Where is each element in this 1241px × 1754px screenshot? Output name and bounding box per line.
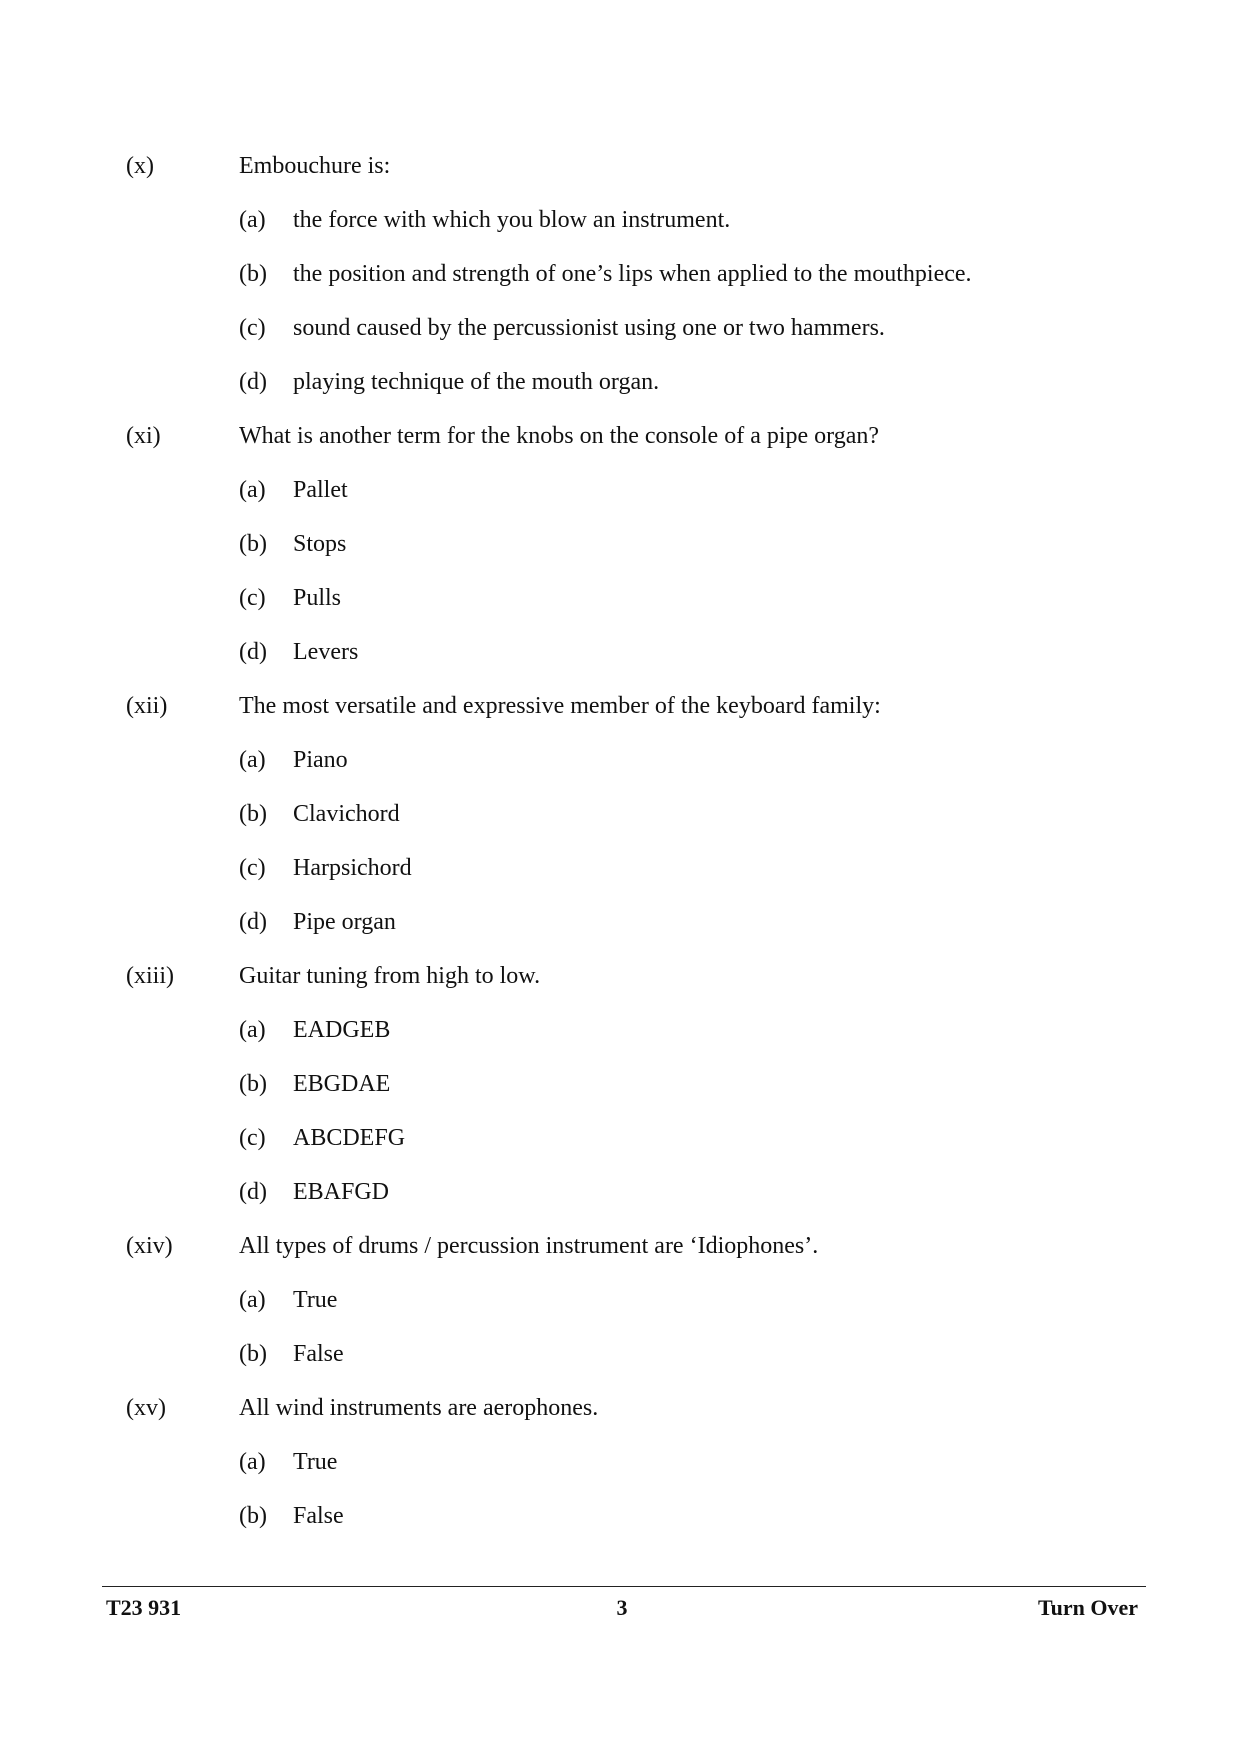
question-number: (xi) (126, 423, 161, 449)
option-text: True (293, 1287, 338, 1313)
option-text: Harpsichord (293, 855, 412, 881)
option-letter: (c) (239, 585, 266, 611)
option-letter: (a) (239, 1287, 266, 1313)
option-letter: (b) (239, 261, 267, 287)
option-letter: (b) (239, 1071, 267, 1097)
option-row (126, 904, 1126, 958)
option-letter: (a) (239, 477, 266, 503)
question-row (126, 1390, 1126, 1444)
page-number: 3 (616, 1595, 628, 1620)
question-row (126, 418, 1126, 472)
option-row (126, 1444, 1126, 1498)
option-row (126, 850, 1126, 904)
question-number: (xiii) (126, 963, 174, 989)
option-row (126, 1120, 1126, 1174)
footer-divider (102, 1586, 1146, 1587)
option-text: True (293, 1449, 338, 1475)
option-row (126, 1498, 1126, 1552)
option-text: False (293, 1503, 344, 1529)
option-letter: (b) (239, 801, 267, 827)
option-text: the position and strength of one’s lips when applied to the mouthpiece. (293, 261, 972, 287)
option-row (126, 364, 1126, 418)
option-text: Clavichord (293, 801, 400, 827)
option-text: Pulls (293, 585, 342, 611)
option-row (126, 1336, 1126, 1390)
option-letter: (a) (239, 207, 266, 233)
option-row (126, 580, 1126, 634)
option-letter: (b) (239, 531, 267, 557)
option-letter: (d) (239, 1179, 267, 1205)
option-letter: (c) (239, 1125, 266, 1151)
question-row (126, 148, 1126, 202)
option-text: Pallet (293, 477, 348, 503)
question-text: All types of drums / percussion instrument are ‘Idiophones’. (239, 1233, 819, 1259)
question-number: (x) (126, 153, 154, 179)
question-xiv (126, 1228, 1126, 1390)
question-xi (126, 418, 1126, 688)
question-text: All wind instruments are aerophones. (239, 1395, 599, 1421)
option-row (126, 472, 1126, 526)
option-row (126, 526, 1126, 580)
question-xii (126, 688, 1126, 958)
question-row (126, 958, 1126, 1012)
question-number: (xii) (126, 693, 168, 719)
option-row (126, 256, 1126, 310)
option-row (126, 1012, 1126, 1066)
option-letter: (b) (239, 1503, 267, 1529)
option-letter: (c) (239, 315, 266, 341)
option-letter: (b) (239, 1341, 267, 1367)
question-xiii (126, 958, 1126, 1228)
question-list (126, 148, 1126, 1552)
question-number: (xv) (126, 1395, 166, 1421)
question-row (126, 1228, 1126, 1282)
question-x (126, 148, 1126, 418)
option-row (126, 742, 1126, 796)
turn-over-label: Turn Over (1037, 1595, 1138, 1620)
question-text: Embouchure is: (239, 153, 391, 179)
question-text: What is another term for the knobs on the console of a pipe organ? (239, 423, 880, 449)
option-letter: (d) (239, 909, 267, 935)
option-row (126, 1066, 1126, 1120)
option-letter: (d) (239, 639, 267, 665)
option-text: the force with which you blow an instrument. (293, 207, 731, 233)
question-row (126, 688, 1126, 742)
option-text: sound caused by the percussionist using one or two hammers. (293, 315, 885, 341)
option-text: Piano (293, 747, 348, 773)
option-text: EADGEB (293, 1017, 391, 1043)
option-text: ABCDEFG (293, 1125, 406, 1151)
option-letter: (a) (239, 1449, 266, 1475)
option-letter: (c) (239, 855, 266, 881)
option-text: Levers (293, 639, 359, 665)
option-row (126, 202, 1126, 256)
option-row (126, 634, 1126, 688)
option-text: False (293, 1341, 344, 1367)
question-text: The most versatile and expressive member of the keyboard family: (239, 693, 881, 719)
option-text: playing technique of the mouth organ. (293, 369, 660, 395)
question-text: Guitar tuning from high to low. (239, 963, 541, 989)
question-number: (xiv) (126, 1233, 173, 1259)
option-text: Stops (293, 531, 347, 557)
paper-code: T23 931 (106, 1595, 182, 1620)
option-row (126, 310, 1126, 364)
option-text: EBAFGD (293, 1179, 390, 1205)
option-letter: (d) (239, 369, 267, 395)
option-row (126, 1174, 1126, 1228)
page-footer (106, 1592, 1138, 1624)
option-row (126, 1282, 1126, 1336)
option-letter: (a) (239, 1017, 266, 1043)
option-row (126, 796, 1126, 850)
option-text: EBGDAE (293, 1071, 391, 1097)
question-xv (126, 1390, 1126, 1552)
option-text: Pipe organ (293, 909, 396, 935)
option-letter: (a) (239, 747, 266, 773)
